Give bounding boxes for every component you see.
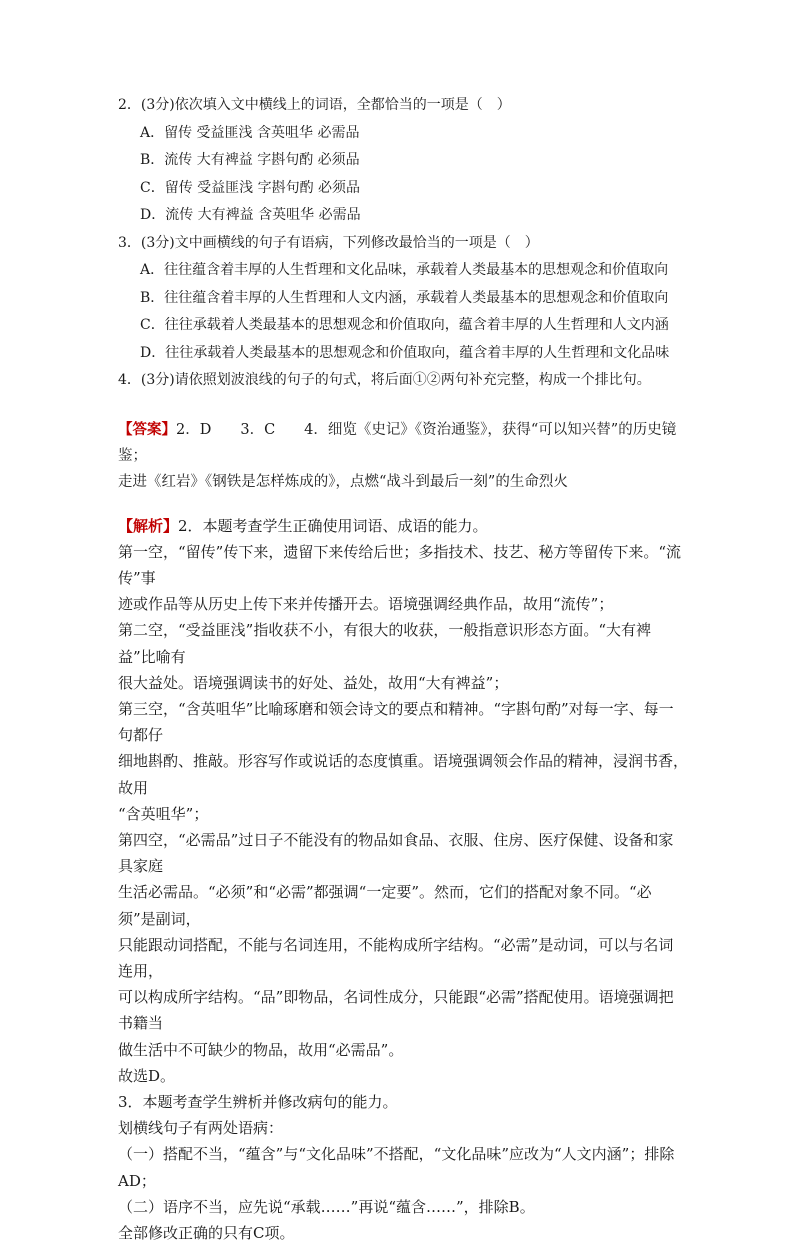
question-3-stem: 3．(3分)文中画横线的句子有语病，下列修改最恰当的一项是（ ） <box>118 230 688 258</box>
question-3-option-b: B．往往蕴含着丰厚的人生哲理和人文内涵，承载着人类最基本的思想观念和价值取向 <box>118 285 688 313</box>
analysis-line <box>118 513 688 539</box>
analysis-line: 很大益处。语境强调读书的好处、益处，故用“大有裨益”； <box>118 670 688 696</box>
analysis-text: 2．本题考查学生正确使用词语、成语的能力。 <box>178 517 488 535</box>
document-page <box>118 92 688 1246</box>
analysis-line: 做生活中不可缺少的物品，故用“必需品”。 <box>118 1037 688 1063</box>
analysis-tag: 【解析】 <box>118 517 178 535</box>
question-2-option-d: D．流传 大有裨益 含英咀华 必需品 <box>118 202 688 230</box>
spacer <box>118 395 688 417</box>
analysis-line: 全部修改正确的只有C项。 <box>118 1220 688 1246</box>
analysis-line: 第三空，“含英咀华”比喻琢磨和领会诗文的要点和精神。“字斟句酌”对每一字、每一句都仔 <box>118 696 688 748</box>
analysis-line: 故选D。 <box>118 1063 688 1089</box>
analysis-line: 生活必需品。“必须”和“必需”都强调“一定要”。然而，它们的搭配对象不同。“必须”是副词， <box>118 879 688 931</box>
analysis-line: 划横线句子有两处语病： <box>118 1115 688 1141</box>
answer-text-1: 2．D 3．C 4．细览《史记》《资治通鉴》，获得“可以知兴替”的历史镜鉴； <box>118 422 676 464</box>
spacer <box>118 495 688 513</box>
analysis-line: 第四空，“必需品”过日子不能没有的物品如食品、衣服、住房、医疗保健、设备和家具家庭 <box>118 827 688 879</box>
answer-tag: 【答案】 <box>118 421 176 438</box>
question-2-option-b: B．流传 大有裨益 字斟句酌 必须品 <box>118 147 688 175</box>
question-2-option-c: C．留传 受益匪浅 字斟句酌 必须品 <box>118 175 688 203</box>
answer-line-1 <box>118 417 688 469</box>
analysis-line: 可以构成所字结构。“品”即物品，名词性成分，只能跟“必需”搭配使用。语境强调把书籍当 <box>118 984 688 1036</box>
question-3-option-a: A．往往蕴含着丰厚的人生哲理和文化品味，承载着人类最基本的思想观念和价值取向 <box>118 257 688 285</box>
analysis-block <box>118 513 688 1246</box>
analysis-line: 3．本题考查学生辨析并修改病句的能力。 <box>118 1089 688 1115</box>
analysis-line: 细地斟酌、推敲。形容写作或说话的态度慎重。语境强调领会作品的精神，浸润书香，故用 <box>118 748 688 800</box>
analysis-line: 只能跟动词搭配，不能与名词连用，不能构成所字结构。“必需”是动词，可以与名词连用， <box>118 932 688 984</box>
question-3-option-c: C．往往承载着人类最基本的思想观念和价值取向，蕴含着丰厚的人生哲理和人文内涵 <box>118 312 688 340</box>
analysis-line: “含英咀华”； <box>118 801 688 827</box>
analysis-line: 第一空，“留传”传下来，遗留下来传给后世；多指技术、技艺、秘方等留传下来。“流传”事 <box>118 539 688 591</box>
answer-block <box>118 417 688 495</box>
question-2-stem: 2．(3分)依次填入文中横线上的词语，全都恰当的一项是（ ） <box>118 92 688 120</box>
question-4-stem: 4．(3分)请依照划波浪线的句子的句式，将后面①②两句补充完整，构成一个排比句。 <box>118 367 688 395</box>
analysis-line: （一）搭配不当，“蕴含”与“文化品味”不搭配，“文化品味”应改为“人文内涵”；排除AD； <box>118 1141 688 1193</box>
analysis-line: （二）语序不当，应先说“承载……”再说“蕴含……”，排除B。 <box>118 1194 688 1220</box>
answer-line-2: 走进《红岩》《钢铁是怎样炼成的》，点燃“战斗到最后一刻”的生命烈火 <box>118 469 688 495</box>
question-3-option-d: D．往往承载着人类最基本的思想观念和价值取向，蕴含着丰厚的人生哲理和文化品味 <box>118 340 688 368</box>
analysis-line: 迹或作品等从历史上传下来并传播开去。语境强调经典作品，故用“流传”； <box>118 591 688 617</box>
question-2-option-a: A．留传 受益匪浅 含英咀华 必需品 <box>118 120 688 148</box>
analysis-line: 第二空，“受益匪浅”指收获不小，有很大的收获，一般指意识形态方面。“大有裨益”比喻有 <box>118 617 688 669</box>
